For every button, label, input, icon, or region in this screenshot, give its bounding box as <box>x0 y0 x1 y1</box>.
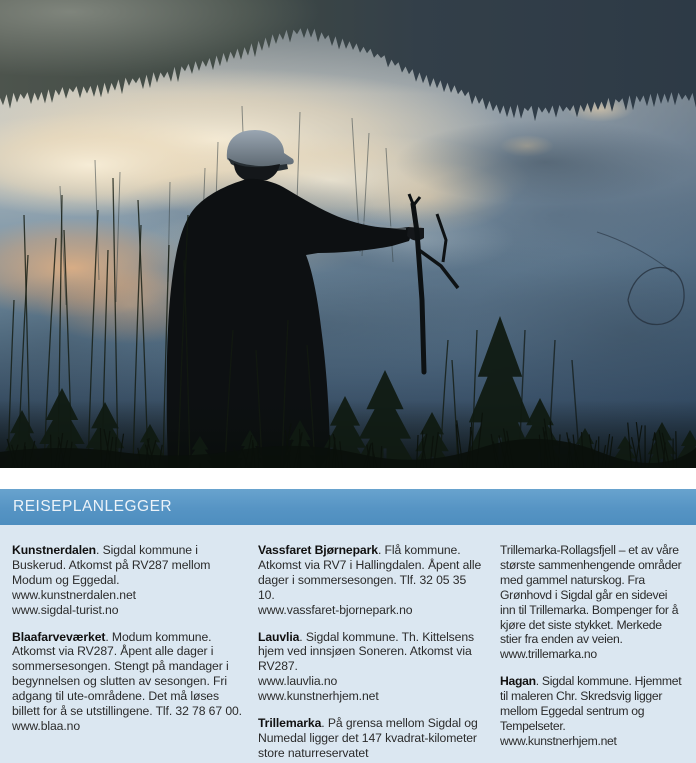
entry-body: . Modum kommune. Atkomst via RV287. Åpent alle dager i sommersesongen. Stengt på mandager i begynnelsen og slutten av sesongen. Fri adgang til ute-områdene. Det må løses billett for å se utstillingene. Tlf. 32 78 67 00. <box>12 629 242 719</box>
entry-blaafarvevaerket <box>12 630 258 734</box>
url-text: www.blaa.no <box>12 718 81 733</box>
entry-body: Trillemarka-Rollagsfjell – et av våre største sammenhengende områder med gammel naturskog. Fra Grønhovd i Sigdal går en sidevei inn til Trillemarka. Bompenger for å kjøre det siste stykket. Merkede stier fra enden av veien. <box>500 543 682 647</box>
url-text: www.kunstnerdalen.net <box>12 587 136 602</box>
entry-trillemarka <box>258 716 500 761</box>
entry-lauvlia <box>258 630 500 705</box>
travel-info-panel <box>0 525 696 763</box>
url-text: www.kunstnerhjem.net <box>258 689 379 704</box>
entry-title: Trillemarka <box>258 716 322 731</box>
url-text: www.sigdal-turist.no <box>12 602 119 617</box>
entry-vassfaret-bjornepark <box>258 543 500 618</box>
entry-title: Hagan <box>500 674 536 689</box>
entry-title: Lauvlia <box>258 629 300 644</box>
entry-title: Blaafarveværket <box>12 629 106 644</box>
info-column-middle <box>258 543 500 763</box>
entry-body: . Sigdal kommune i Buskerud. Atkomst på RV287 mellom Modum og Eggedal. <box>12 543 211 587</box>
entry-title: Kunstnerdalen <box>12 543 97 557</box>
url-text: www.trillemarka.no <box>500 647 597 662</box>
info-column-left <box>12 543 258 763</box>
entry-body: . Sigdal kommune. Hjemmet til maleren Chr. Skredsvig ligger mellom Eggedal sentrum og Tempelseter. <box>500 674 682 733</box>
url-text: www.vassfaret-bjornepark.no <box>258 602 413 617</box>
entry-title: Vassfaret Bjørnepark <box>258 543 378 557</box>
section-header-bar <box>0 489 696 525</box>
url-text: www.kunstnerhjem.net <box>500 733 617 748</box>
info-column-right <box>500 543 690 763</box>
entry-body: . På grensa mellom Sigdal og Numedal ligger det 147 kvadrat-kilometer store naturreservatet <box>258 716 478 760</box>
url-text: www.lauvlia.no <box>258 674 338 689</box>
entry-body: . Sigdal kommune. Th. Kittelsens hjem ved innsjøen Soneren. Atkomst via RV287. <box>258 629 475 674</box>
entry-trillemarka-rollagsfjell <box>500 543 690 662</box>
section-title: REISEPLANLEGGER <box>13 498 173 515</box>
entry-hagan <box>500 674 690 749</box>
entry-kunstnerdalen <box>12 543 258 618</box>
entry-body: . Flå kommune. Atkomst via RV7 i Hallingdalen. Åpent alle dager i sommersesongen. Tlf. 32 05 35 10. <box>258 543 482 602</box>
